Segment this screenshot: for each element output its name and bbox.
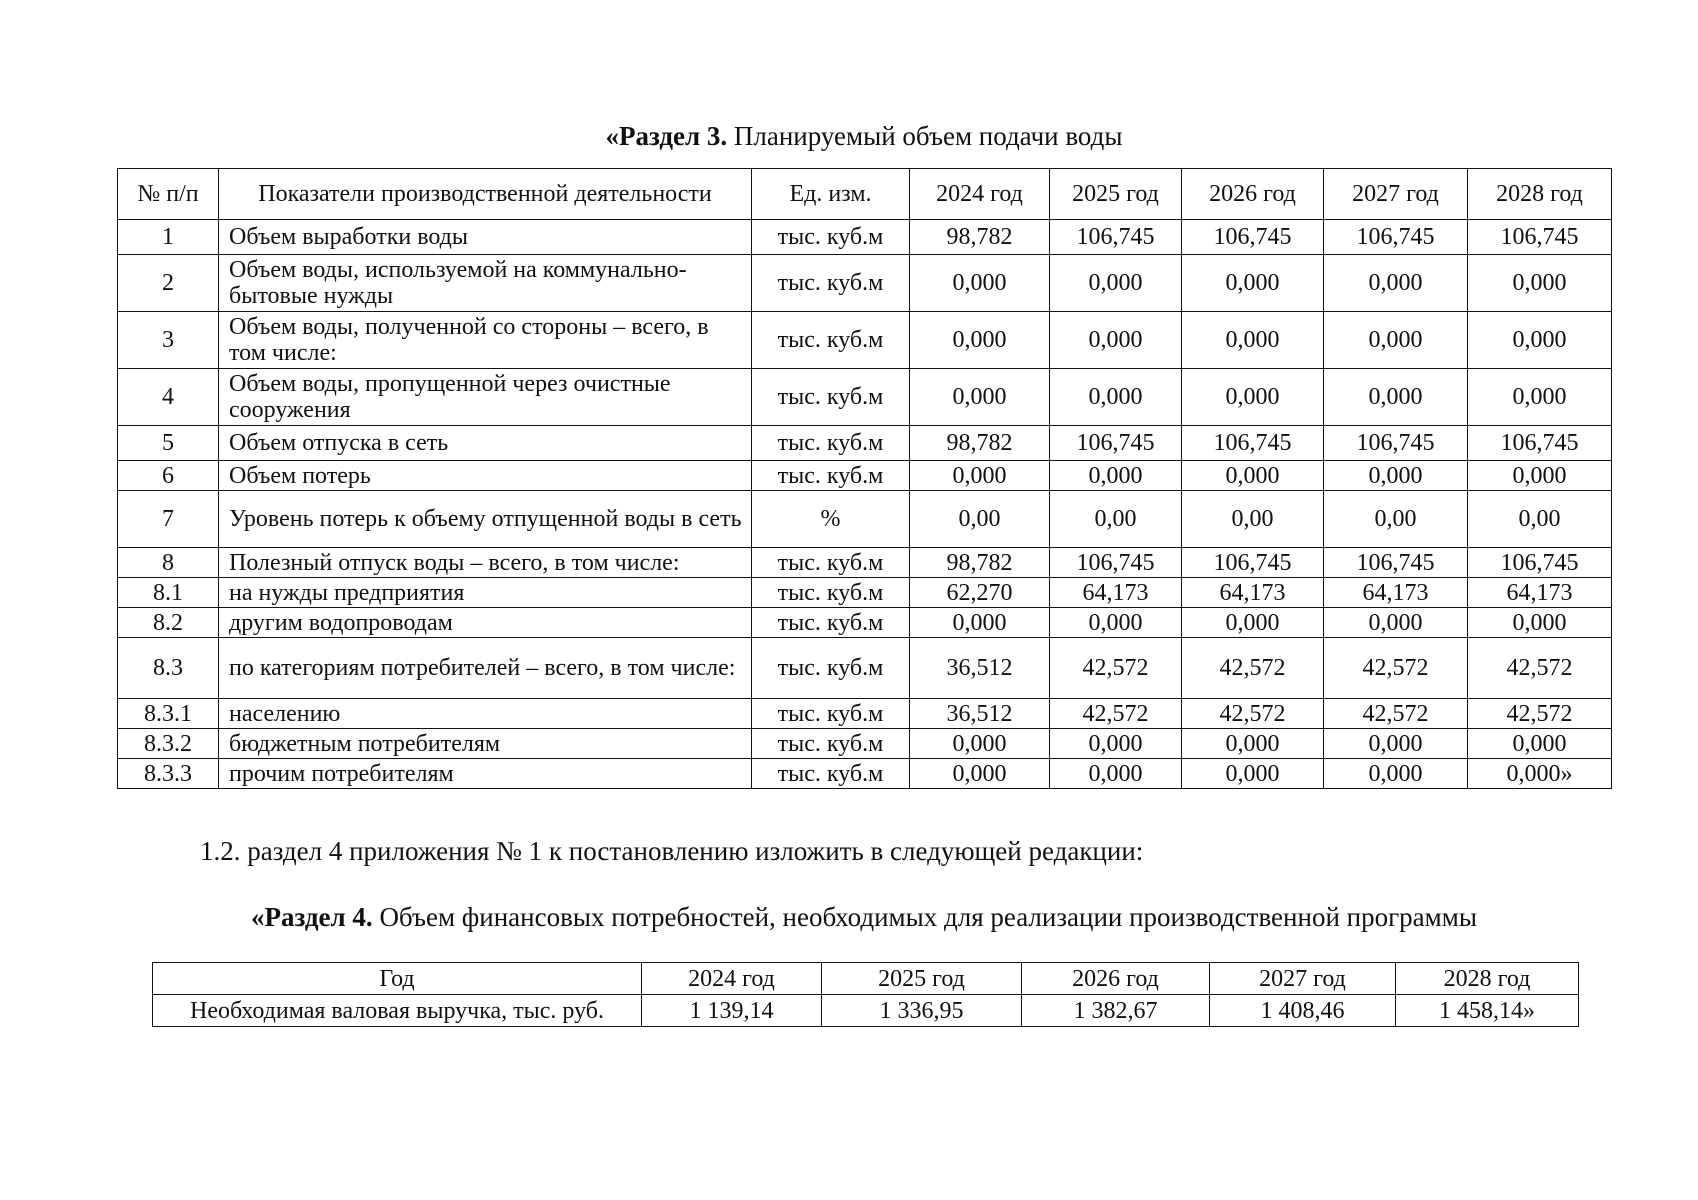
value-cell: 64,173 (1324, 578, 1468, 608)
indicator-name: на нужды предприятия (219, 578, 752, 608)
water-supply-table (117, 168, 1612, 789)
section-4-title-bold: «Раздел 4. (251, 902, 373, 932)
header-cell: 2025 год (822, 963, 1022, 995)
unit-cell: тыс. куб.м (752, 578, 910, 608)
value-cell: 42,572 (1324, 699, 1468, 729)
header-cell: 2028 год (1396, 963, 1579, 995)
row-number: 8.3.2 (118, 729, 219, 759)
unit-cell: тыс. куб.м (752, 548, 910, 578)
table-row (118, 699, 1612, 729)
table-row (118, 608, 1612, 638)
value-cell: 42,572 (1182, 699, 1324, 729)
header-cell: 2028 год (1468, 169, 1612, 220)
value-cell: 64,173 (1182, 578, 1324, 608)
value-cell: 0,000 (1468, 608, 1612, 638)
value-cell: 0,000 (1050, 312, 1182, 369)
section-3-title-text: Планируемый объем подачи воды (727, 121, 1123, 151)
row-number: 5 (118, 426, 219, 461)
row-number: 2 (118, 255, 219, 312)
value-cell: 106,745 (1324, 220, 1468, 255)
value-cell: 0,000 (1468, 729, 1612, 759)
value-cell: 64,173 (1468, 578, 1612, 608)
row-number: 8.3.3 (118, 759, 219, 789)
value-cell: 0,00 (910, 491, 1050, 548)
value-cell: 0,000 (1050, 461, 1182, 491)
header-cell: № п/п (118, 169, 219, 220)
value-cell: 0,000 (1324, 759, 1468, 789)
value-cell: 0,000 (1324, 369, 1468, 426)
table-header-row (118, 169, 1612, 220)
value-cell: 0,000 (1468, 312, 1612, 369)
value-cell: 0,000 (910, 461, 1050, 491)
row-number: 8.1 (118, 578, 219, 608)
section-3-title (117, 119, 1611, 153)
table-row (153, 995, 1579, 1027)
value-cell: 0,000 (1324, 255, 1468, 312)
value-cell: 0,000 (1468, 461, 1612, 491)
value-cell: 106,745 (1182, 426, 1324, 461)
header-cell: 2027 год (1324, 169, 1468, 220)
header-cell: 2026 год (1022, 963, 1210, 995)
value-cell: 1 382,67 (1022, 995, 1210, 1027)
unit-cell: % (752, 491, 910, 548)
value-cell: 42,572 (1050, 638, 1182, 699)
value-cell: 98,782 (910, 220, 1050, 255)
value-cell: 0,000 (910, 608, 1050, 638)
value-cell: 106,745 (1182, 220, 1324, 255)
value-cell: 0,000 (1050, 255, 1182, 312)
unit-cell: тыс. куб.м (752, 729, 910, 759)
indicator-name: населению (219, 699, 752, 729)
indicator-name: Объем воды, полученной со стороны – всего, в том числе: (219, 312, 752, 369)
value-cell: 0,000 (1324, 608, 1468, 638)
value-cell: 1 336,95 (822, 995, 1022, 1027)
indicator-name: Уровень потерь к объему отпущенной воды в сеть (219, 491, 752, 548)
table-row (118, 491, 1612, 548)
indicator-name: Объем выработки воды (219, 220, 752, 255)
section-4-title (117, 900, 1611, 934)
table-row (118, 578, 1612, 608)
amendment-paragraph: 1.2. раздел 4 приложения № 1 к постановлению изложить в следующей редакции: (200, 836, 1144, 866)
indicator-name: Объем воды, пропущенной через очистные сооружения (219, 369, 752, 426)
section-4-title-text: Объем финансовых потребностей, необходимых для реализации производственной программы (372, 902, 1477, 932)
value-cell: 42,572 (1182, 638, 1324, 699)
indicator-name: другим водопроводам (219, 608, 752, 638)
header-cell: Год (153, 963, 642, 995)
value-cell: 0,000 (1324, 729, 1468, 759)
value-cell: 62,270 (910, 578, 1050, 608)
unit-cell: тыс. куб.м (752, 220, 910, 255)
row-label: Необходимая валовая выручка, тыс. руб. (153, 995, 642, 1027)
financial-needs-table (152, 962, 1579, 1027)
header-cell: 2027 год (1210, 963, 1396, 995)
value-cell: 106,745 (1050, 426, 1182, 461)
value-cell: 36,512 (910, 699, 1050, 729)
value-cell: 0,000 (1182, 312, 1324, 369)
indicator-name: Объем отпуска в сеть (219, 426, 752, 461)
value-cell: 0,000» (1468, 759, 1612, 789)
unit-cell: тыс. куб.м (752, 426, 910, 461)
value-cell: 0,00 (1324, 491, 1468, 548)
row-number: 8.3 (118, 638, 219, 699)
unit-cell: тыс. куб.м (752, 608, 910, 638)
value-cell: 1 139,14 (642, 995, 822, 1027)
value-cell: 0,000 (910, 312, 1050, 369)
value-cell: 0,000 (1468, 255, 1612, 312)
row-number: 8.2 (118, 608, 219, 638)
water-supply-table-body (118, 220, 1612, 789)
table-row (118, 255, 1612, 312)
table-row (118, 461, 1612, 491)
value-cell: 0,000 (1182, 729, 1324, 759)
value-cell: 0,000 (910, 369, 1050, 426)
value-cell: 0,00 (1182, 491, 1324, 548)
value-cell: 0,000 (910, 255, 1050, 312)
indicator-name: по категориям потребителей – всего, в том числе: (219, 638, 752, 699)
value-cell: 0,000 (910, 729, 1050, 759)
unit-cell: тыс. куб.м (752, 255, 910, 312)
indicator-name: Полезный отпуск воды – всего, в том числе: (219, 548, 752, 578)
header-cell: Ед. изм. (752, 169, 910, 220)
row-number: 3 (118, 312, 219, 369)
value-cell: 0,000 (1050, 729, 1182, 759)
value-cell: 64,173 (1050, 578, 1182, 608)
header-cell: 2026 год (1182, 169, 1324, 220)
value-cell: 0,00 (1050, 491, 1182, 548)
table-row (118, 729, 1612, 759)
row-number: 6 (118, 461, 219, 491)
table-header-row (153, 963, 1579, 995)
unit-cell: тыс. куб.м (752, 369, 910, 426)
header-cell: 2025 год (1050, 169, 1182, 220)
value-cell: 106,745 (1050, 548, 1182, 578)
value-cell: 42,572 (1468, 699, 1612, 729)
table-row (118, 312, 1612, 369)
value-cell: 98,782 (910, 426, 1050, 461)
section-3-title-bold: «Раздел 3. (605, 121, 728, 151)
value-cell: 0,000 (1324, 461, 1468, 491)
value-cell: 0,000 (1050, 759, 1182, 789)
table-row (118, 220, 1612, 255)
value-cell: 106,745 (1468, 220, 1612, 255)
row-number: 8.3.1 (118, 699, 219, 729)
indicator-name: прочим потребителям (219, 759, 752, 789)
value-cell: 42,572 (1468, 638, 1612, 699)
value-cell: 0,000 (1182, 461, 1324, 491)
value-cell: 106,745 (1468, 426, 1612, 461)
unit-cell: тыс. куб.м (752, 461, 910, 491)
value-cell: 0,000 (1182, 369, 1324, 426)
value-cell: 0,00 (1468, 491, 1612, 548)
unit-cell: тыс. куб.м (752, 759, 910, 789)
table-row (118, 548, 1612, 578)
value-cell: 0,000 (1468, 369, 1612, 426)
row-number: 8 (118, 548, 219, 578)
value-cell: 0,000 (1182, 608, 1324, 638)
header-cell: 2024 год (910, 169, 1050, 220)
table-row (118, 638, 1612, 699)
unit-cell: тыс. куб.м (752, 699, 910, 729)
value-cell: 106,745 (1182, 548, 1324, 578)
indicator-name: бюджетным потребителям (219, 729, 752, 759)
row-number: 4 (118, 369, 219, 426)
value-cell: 0,000 (910, 759, 1050, 789)
value-cell: 106,745 (1468, 548, 1612, 578)
value-cell: 1 408,46 (1210, 995, 1396, 1027)
table-row (118, 759, 1612, 789)
unit-cell: тыс. куб.м (752, 312, 910, 369)
value-cell: 106,745 (1324, 426, 1468, 461)
table-row (118, 369, 1612, 426)
value-cell: 0,000 (1182, 759, 1324, 789)
value-cell: 0,000 (1050, 608, 1182, 638)
value-cell: 42,572 (1324, 638, 1468, 699)
value-cell: 0,000 (1324, 312, 1468, 369)
value-cell: 0,000 (1182, 255, 1324, 312)
value-cell: 0,000 (1050, 369, 1182, 426)
table-row (118, 426, 1612, 461)
row-number: 1 (118, 220, 219, 255)
header-cell: 2024 год (642, 963, 822, 995)
unit-cell: тыс. куб.м (752, 638, 910, 699)
value-cell: 1 458,14» (1396, 995, 1579, 1027)
indicator-name: Объем воды, используемой на коммунально-бытовые нужды (219, 255, 752, 312)
value-cell: 42,572 (1050, 699, 1182, 729)
value-cell: 98,782 (910, 548, 1050, 578)
value-cell: 106,745 (1324, 548, 1468, 578)
indicator-name: Объем потерь (219, 461, 752, 491)
header-cell: Показатели производственной деятельности (219, 169, 752, 220)
value-cell: 36,512 (910, 638, 1050, 699)
value-cell: 106,745 (1050, 220, 1182, 255)
row-number: 7 (118, 491, 219, 548)
